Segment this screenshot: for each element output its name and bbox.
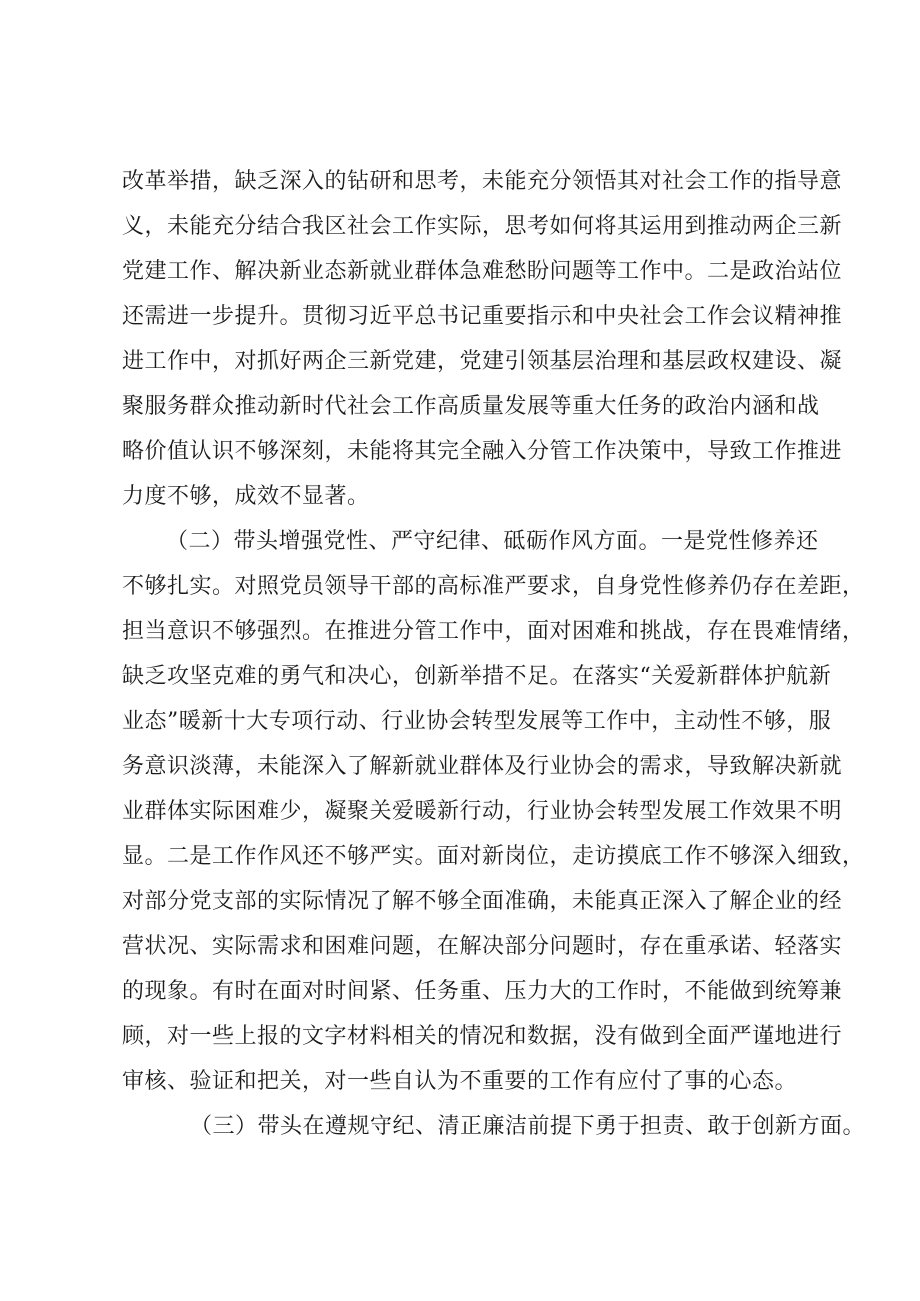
text-line: 担当意识不够强烈。在推进分管工作中，面对困难和挑战，存在畏难情绪， [122, 619, 865, 644]
text-line: 的现象。有时在面对时间紧、任务重、压力大的工作时，不能做到统筹兼 [122, 979, 843, 1004]
text-line: 还需进一步提升。贯彻习近平总书记重要指示和中央社会工作会议精神推 [122, 304, 843, 329]
text-line: 业态”暖新十大专项行动、行业协会转型发展等工作中，主动性不够，服 [122, 709, 832, 734]
text-line: 缺乏攻坚克难的勇气和决心，创新举措不足。在落实“关爱新群体护航新 [122, 664, 832, 689]
text-line: 务意识淡薄，未能深入了解新就业群体及行业协会的需求，导致解决新就 [122, 754, 843, 779]
text-line: 力度不够，成效不显著。 [122, 484, 370, 509]
text-line: 对部分党支部的实际情况了解不够全面准确，未能真正深入了解企业的经 [122, 889, 843, 914]
section-heading-2: （二）带头增强党性、严守纪律、砥砺作风方面。一是党性修养还 [166, 529, 819, 554]
text-line: 聚服务群众推动新时代社会工作高质量发展等重大任务的政治内涵和战 [122, 394, 820, 419]
text-line: 审核、验证和把关，对一些自认为不重要的工作有应付了事的心态。 [122, 1069, 798, 1094]
text-line: 进工作中，对抓好两企三新党建，党建引领基层治理和基层政权建设、凝 [122, 349, 843, 374]
text-line: 显。二是工作作风还不够严实。面对新岗位，走访摸底工作不够深入细致， [122, 844, 865, 869]
text-line: 不够扎实。对照党员领导干部的高标准严要求，自身党性修养仍存在差距， [122, 574, 865, 599]
text-line: 党建工作、解决新业态新就业群体急难愁盼问题等工作中。二是政治站位 [122, 259, 843, 284]
text-line: 顾，对一些上报的文字材料相关的情况和数据，没有做到全面严谨地进行 [122, 1024, 843, 1049]
text-line: 改革举措，缺乏深入的钻研和思考，未能充分领悟其对社会工作的指导意 [122, 169, 843, 194]
text-line: 略价值认识不够深刻，未能将其完全融入分管工作决策中，导致工作推进 [122, 439, 843, 464]
text-line: 业群体实际困难少，凝聚关爱暖新行动，行业协会转型发展工作效果不明 [122, 799, 843, 824]
section-heading-3: （三）带头在遵规守纪、清正廉洁前提下勇于担责、敢于创新方面。 [190, 1114, 866, 1139]
text-line: 营状况、实际需求和困难问题，在解决部分问题时，存在重承诺、轻落实 [122, 934, 843, 959]
text-line: 义，未能充分结合我区社会工作实际，思考如何将其运用到推动两企三新 [122, 214, 843, 239]
